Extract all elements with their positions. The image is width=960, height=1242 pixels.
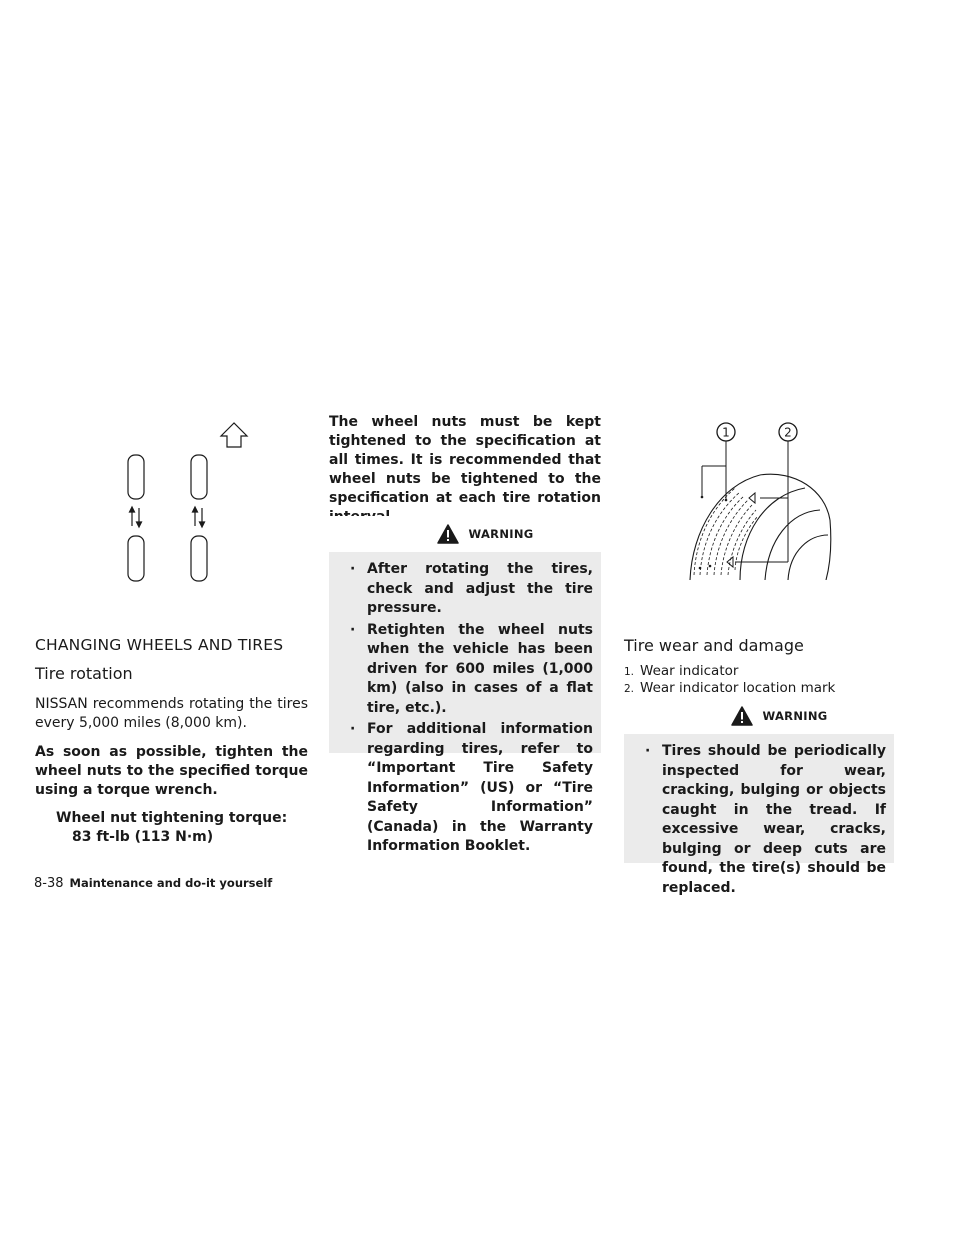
list-item: 1. Wear indicator [624,663,739,679]
list-item: · Tires should be periodically inspected for wear, cracking, bulging or objects caught in the tread. If excessive wear, cracks, bulging or deep cuts are found, the tire(s) should be replaced. [645,743,886,896]
list-item: · Retighten the wheel nuts when the vehicle has been driven for 600 miles (1,000 km) (also in cases of a flat tire, etc.). [350,621,593,716]
torque-instruction: As soon as possible, tighten the wheel nuts to the specified torque using a torque wrench. [35,744,308,798]
front-direction-arrow-icon [221,423,247,447]
warning-list [329,552,601,869]
callout-1 [717,423,735,441]
svg-text:1: 1 [722,425,730,440]
list-item: · After rotating the tires, check and adjust the tire pressure. [350,561,593,616]
legend-list [624,663,894,697]
list-item: · For additional information regarding tires, refer to “Important Tire Safety Information” (US) or “Tire Safety Information” (Canada) in the Warranty Information Booklet. [350,721,593,854]
callout-2 [779,423,797,441]
tire-front-left [128,455,144,499]
warning-list [624,734,894,910]
right-column [624,636,894,697]
tire-rear-right [191,536,207,581]
location-mark-lower-icon [727,557,733,567]
tire-wear-diagram [680,420,850,580]
maintenance-paragraph: The wheel nuts must be kept tightened to the specification at all times. It is recommended that wheel nuts be tightened to the specification at each tire rotation [329,414,601,506]
warning-header [329,516,601,552]
page-footer [34,876,272,891]
warning-label: WARNING [762,709,828,723]
warning-box-wear [624,698,894,896]
subsection-title-wear: Tire wear and damage [624,636,804,655]
list-item: 2. Wear indicator location mark [624,680,836,696]
subsection-title: Tire rotation [35,664,133,683]
rotation-arrows-left-icon [130,507,142,527]
page-number: 8-38 [34,876,64,891]
torque-value: 83 ft-lb (113 N·m) [72,829,214,845]
warning-header [624,698,894,734]
svg-text:2: 2 [784,425,792,440]
rotation-arrows-right-icon [193,507,205,527]
torque-label: Wheel nut tightening torque: [56,810,288,826]
warning-triangle-icon [731,706,753,726]
left-column [35,636,308,847]
intro-paragraph: NISSAN recommends rotating the tires every 5,000 miles (8,000 km). [35,696,308,731]
tire-rotation-diagram [110,418,260,588]
section-title: CHANGING WHEELS AND TIRES [35,636,284,654]
footer-section-name: Maintenance and do-it yourself [69,876,273,890]
location-mark-icon [749,493,755,503]
tire-rear-left [128,536,144,581]
warning-label: WARNING [468,527,534,541]
middle-column [329,413,601,527]
warning-triangle-icon [437,524,459,544]
tire-front-right [191,455,207,499]
warning-box-rotation [329,516,601,854]
